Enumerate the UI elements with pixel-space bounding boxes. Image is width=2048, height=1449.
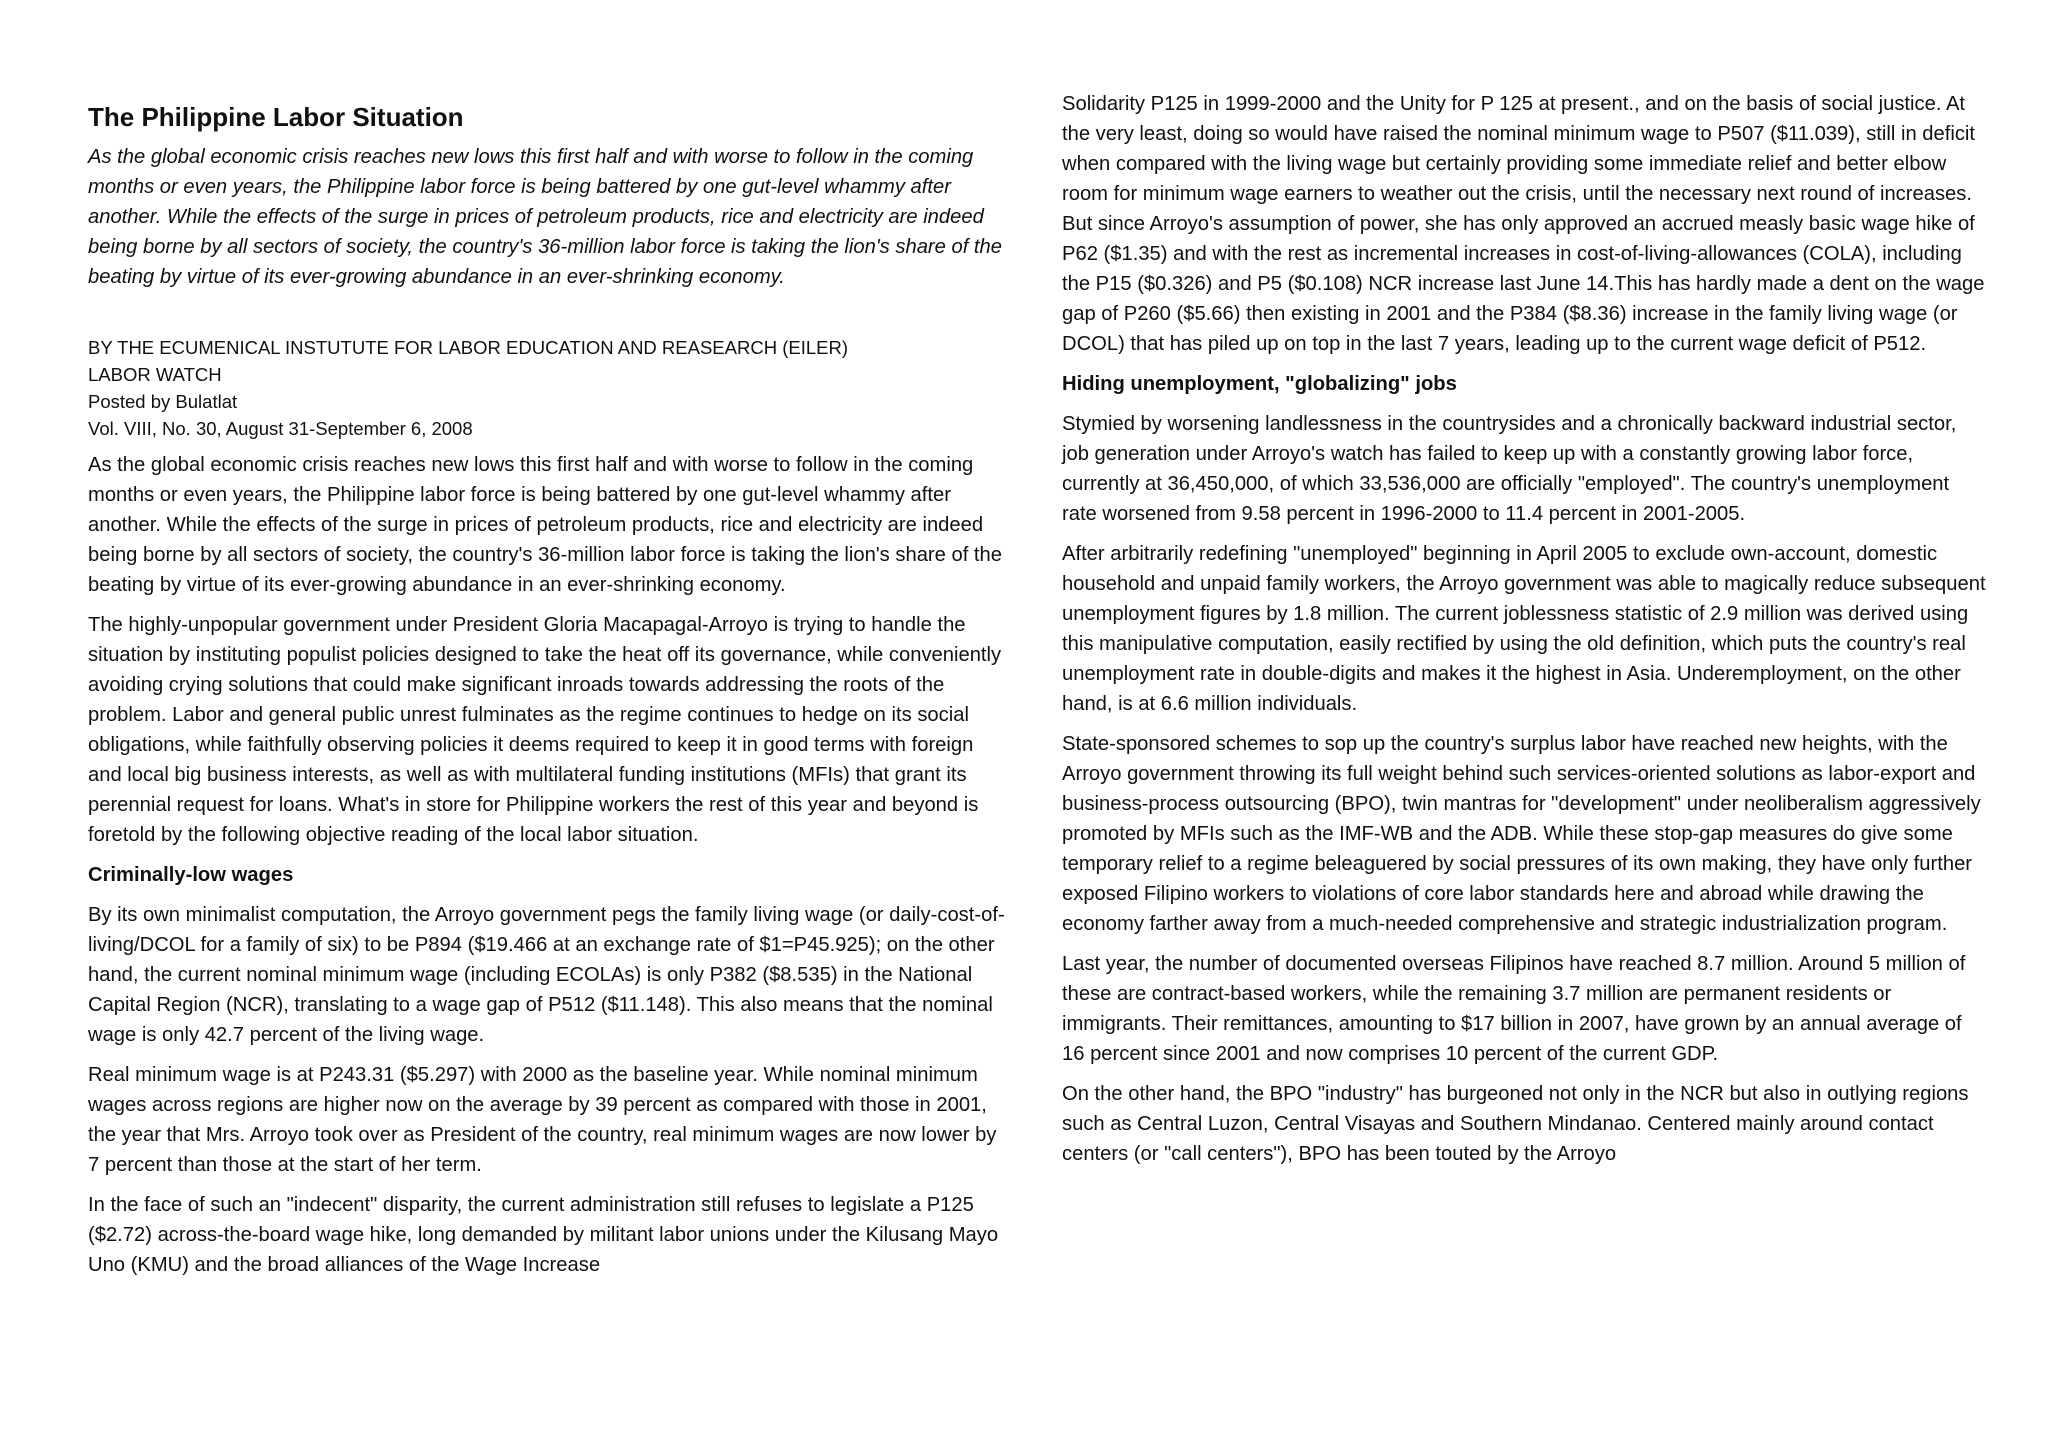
body-paragraph: Stymied by worsening landlessness in the countrysides and a chronically backward industrial sector, job generation under Arroyo's watch has failed to keep up with a constantly growing labor force, currently at 36,450,000, of which 33,536,000 are officially "employed". The country's unemployment rate worsened from 9.58 percent in 1996-2000 to 11.4 percent in 2001-2005.	[1062, 413, 1957, 525]
body-paragraph: Last year, the number of documented overseas Filipinos have reached 8.7 million. Around 5 million of these are contract-based workers, while the remaining 3.7 million are permanent residents or immigrants. Their remittances, amounting to $17 billion in 2007, have grown by an annual average of 16 percent since 2001 and now comprises 10 percent of the current GDP.	[1062, 953, 1966, 1065]
right-column	[1062, 89, 1987, 1179]
body-paragraph: Real minimum wage is at P243.31 ($5.297) with 2000 as the baseline year. While nominal minimum wages across regions are higher now on the average by 39 percent as compared with those in 2001, the year that Mrs. Arroyo took over as President of the country, real minimum wages are now lower by 7 percent than those at the start of her term.	[88, 1064, 997, 1176]
article-lede: As the global economic crisis reaches new lows this first half and with worse to follow in the coming months or even years, the Philippine labor force is being battered by one gut-level whammy after another. While the effects of the surge in prices of petroleum products, rice and electricity are indeed being borne by all sectors of society, the country's 36-million labor force is taking the lion's share of the beating by virtue of its ever-growing abundance in an ever-shrinking economy.	[88, 146, 1002, 288]
byline-posted: Posted by Bulatlat	[88, 391, 238, 412]
body-paragraph: On the other hand, the BPO "industry" has burgeoned not only in the NCR but also in outlying regions such as Central Luzon, Central Visayas and Southern Mindanao. Centered mainly around contact centers (or "call centers"), BPO has been touted by the Arroyo	[1062, 1083, 1969, 1165]
body-paragraph: After arbitrarily redefining "unemployed" beginning in April 2005 to exclude own-account, domestic household and unpaid family workers, the Arroyo government was able to magically reduce subsequent unemployment figures by 1.8 million. The current joblessness statistic of 2.9 million was derived using this manipulative computation, easily rectified by using the old definition, which puts the country's real unemployment rate in double-digits and makes it the highest in Asia. Underemployment, on the other hand, is at 6.6 million individuals.	[1062, 543, 1986, 715]
left-column	[88, 100, 1006, 1290]
body-paragraph: State-sponsored schemes to sop up the country's surplus labor have reached new heights, with the Arroyo government throwing its full weight behind such services-oriented solutions as labor-export and business-process outsourcing (BPO), twin mantras for "development" under neoliberalism aggressively promoted by MFIs such as the IMF-WB and the ADB. While these stop-gap measures do give some temporary relief to a regime beleaguered by social pressures of its own making, they have only further exposed Filipino workers to violations of core labor standards here and abroad while drawing the economy farther away from a much-needed comprehensive and strategic industrialization program.	[1062, 733, 1981, 935]
byline	[88, 334, 1006, 442]
body-paragraph: By its own minimalist computation, the Arroyo government pegs the family living wage (or daily-cost-of-living/DCOL for a family of six) to be P894 ($19.466 at an exchange rate of $1=P45.925); on the other hand, the current nominal minimum wage (including ECOLAs) is only P382 ($8.535) in the National Capital Region (NCR), translating to a wage gap of P512 ($11.148). This also means that the nominal wage is only 42.7 percent of the living wage.	[88, 904, 1005, 1046]
section-heading-jobs: Hiding unemployment, "globalizing" jobs	[1062, 373, 1457, 395]
byline-issue: Vol. VIII, No. 30, August 31-September 6, 2008	[88, 418, 473, 439]
byline-section: LABOR WATCH	[88, 364, 222, 385]
body-paragraph-continued: Solidarity P125 in 1999-2000 and the Unity for P 125 at present., and on the basis of social justice. At the very least, doing so would have raised the nominal minimum wage to P507 ($11.039), still in deficit when compared with the living wage but certainly providing some immediate relief and better elbow room for minimum wage earners to weather out the crisis, until the necessary next round of increases. But since Arroyo's assumption of power, she has only approved an accrued measly basic wage hike of P62 ($1.35) and with the rest as incremental increases in cost-of-living-allowances (COLA), including the P15 ($0.326) and P5 ($0.108) NCR increase last June 14.This has hardly made a dent on the wage gap of P260 ($5.66) then existing in 2001 and the P384 ($8.36) increase in the family living wage (or DCOL) that has piled up on top in the last 7 years, leading up to the current wage deficit of P512.	[1062, 93, 1985, 355]
body-paragraph: The highly-unpopular government under President Gloria Macapagal-Arroyo is trying to handle the situation by instituting populist policies designed to take the heat off its governance, while conveniently avoiding crying solutions that could make significant inroads towards addressing the roots of the problem. Labor and general public unrest fulminates as the regime continues to hedge on its social obligations, while faithfully observing policies it deems required to keep it in good terms with foreign and local big business interests, as well as with multilateral funding institutions (MFIs) that grant its perennial request for loans. What's in store for Philippine workers the rest of this year and beyond is foretold by the following objective reading of the local labor situation.	[88, 614, 1002, 846]
article-title: The Philippine Labor Situation	[88, 102, 464, 132]
body-paragraph: As the global economic crisis reaches new lows this first half and with worse to follow in the coming months or even years, the Philippine labor force is being battered by one gut-level whammy after another. While the effects of the surge in prices of petroleum products, rice and electricity are indeed being borne by all sectors of society, the country's 36-million labor force is taking the lion's share of the beating by virtue of its ever-growing abundance in an ever-shrinking economy.	[88, 454, 1002, 596]
section-heading-wages: Criminally-low wages	[88, 864, 294, 886]
body-paragraph: In the face of such an "indecent" disparity, the current administration still refuses to legislate a P125 ($2.72) across-the-board wage hike, long demanded by militant labor unions under the Kilusang Mayo Uno (KMU) and the broad alliances of the Wage Increase	[88, 1194, 999, 1276]
byline-author: BY THE ECUMENICAL INSTUTUTE FOR LABOR EDUCATION AND REASEARCH (EILER)	[88, 337, 848, 358]
